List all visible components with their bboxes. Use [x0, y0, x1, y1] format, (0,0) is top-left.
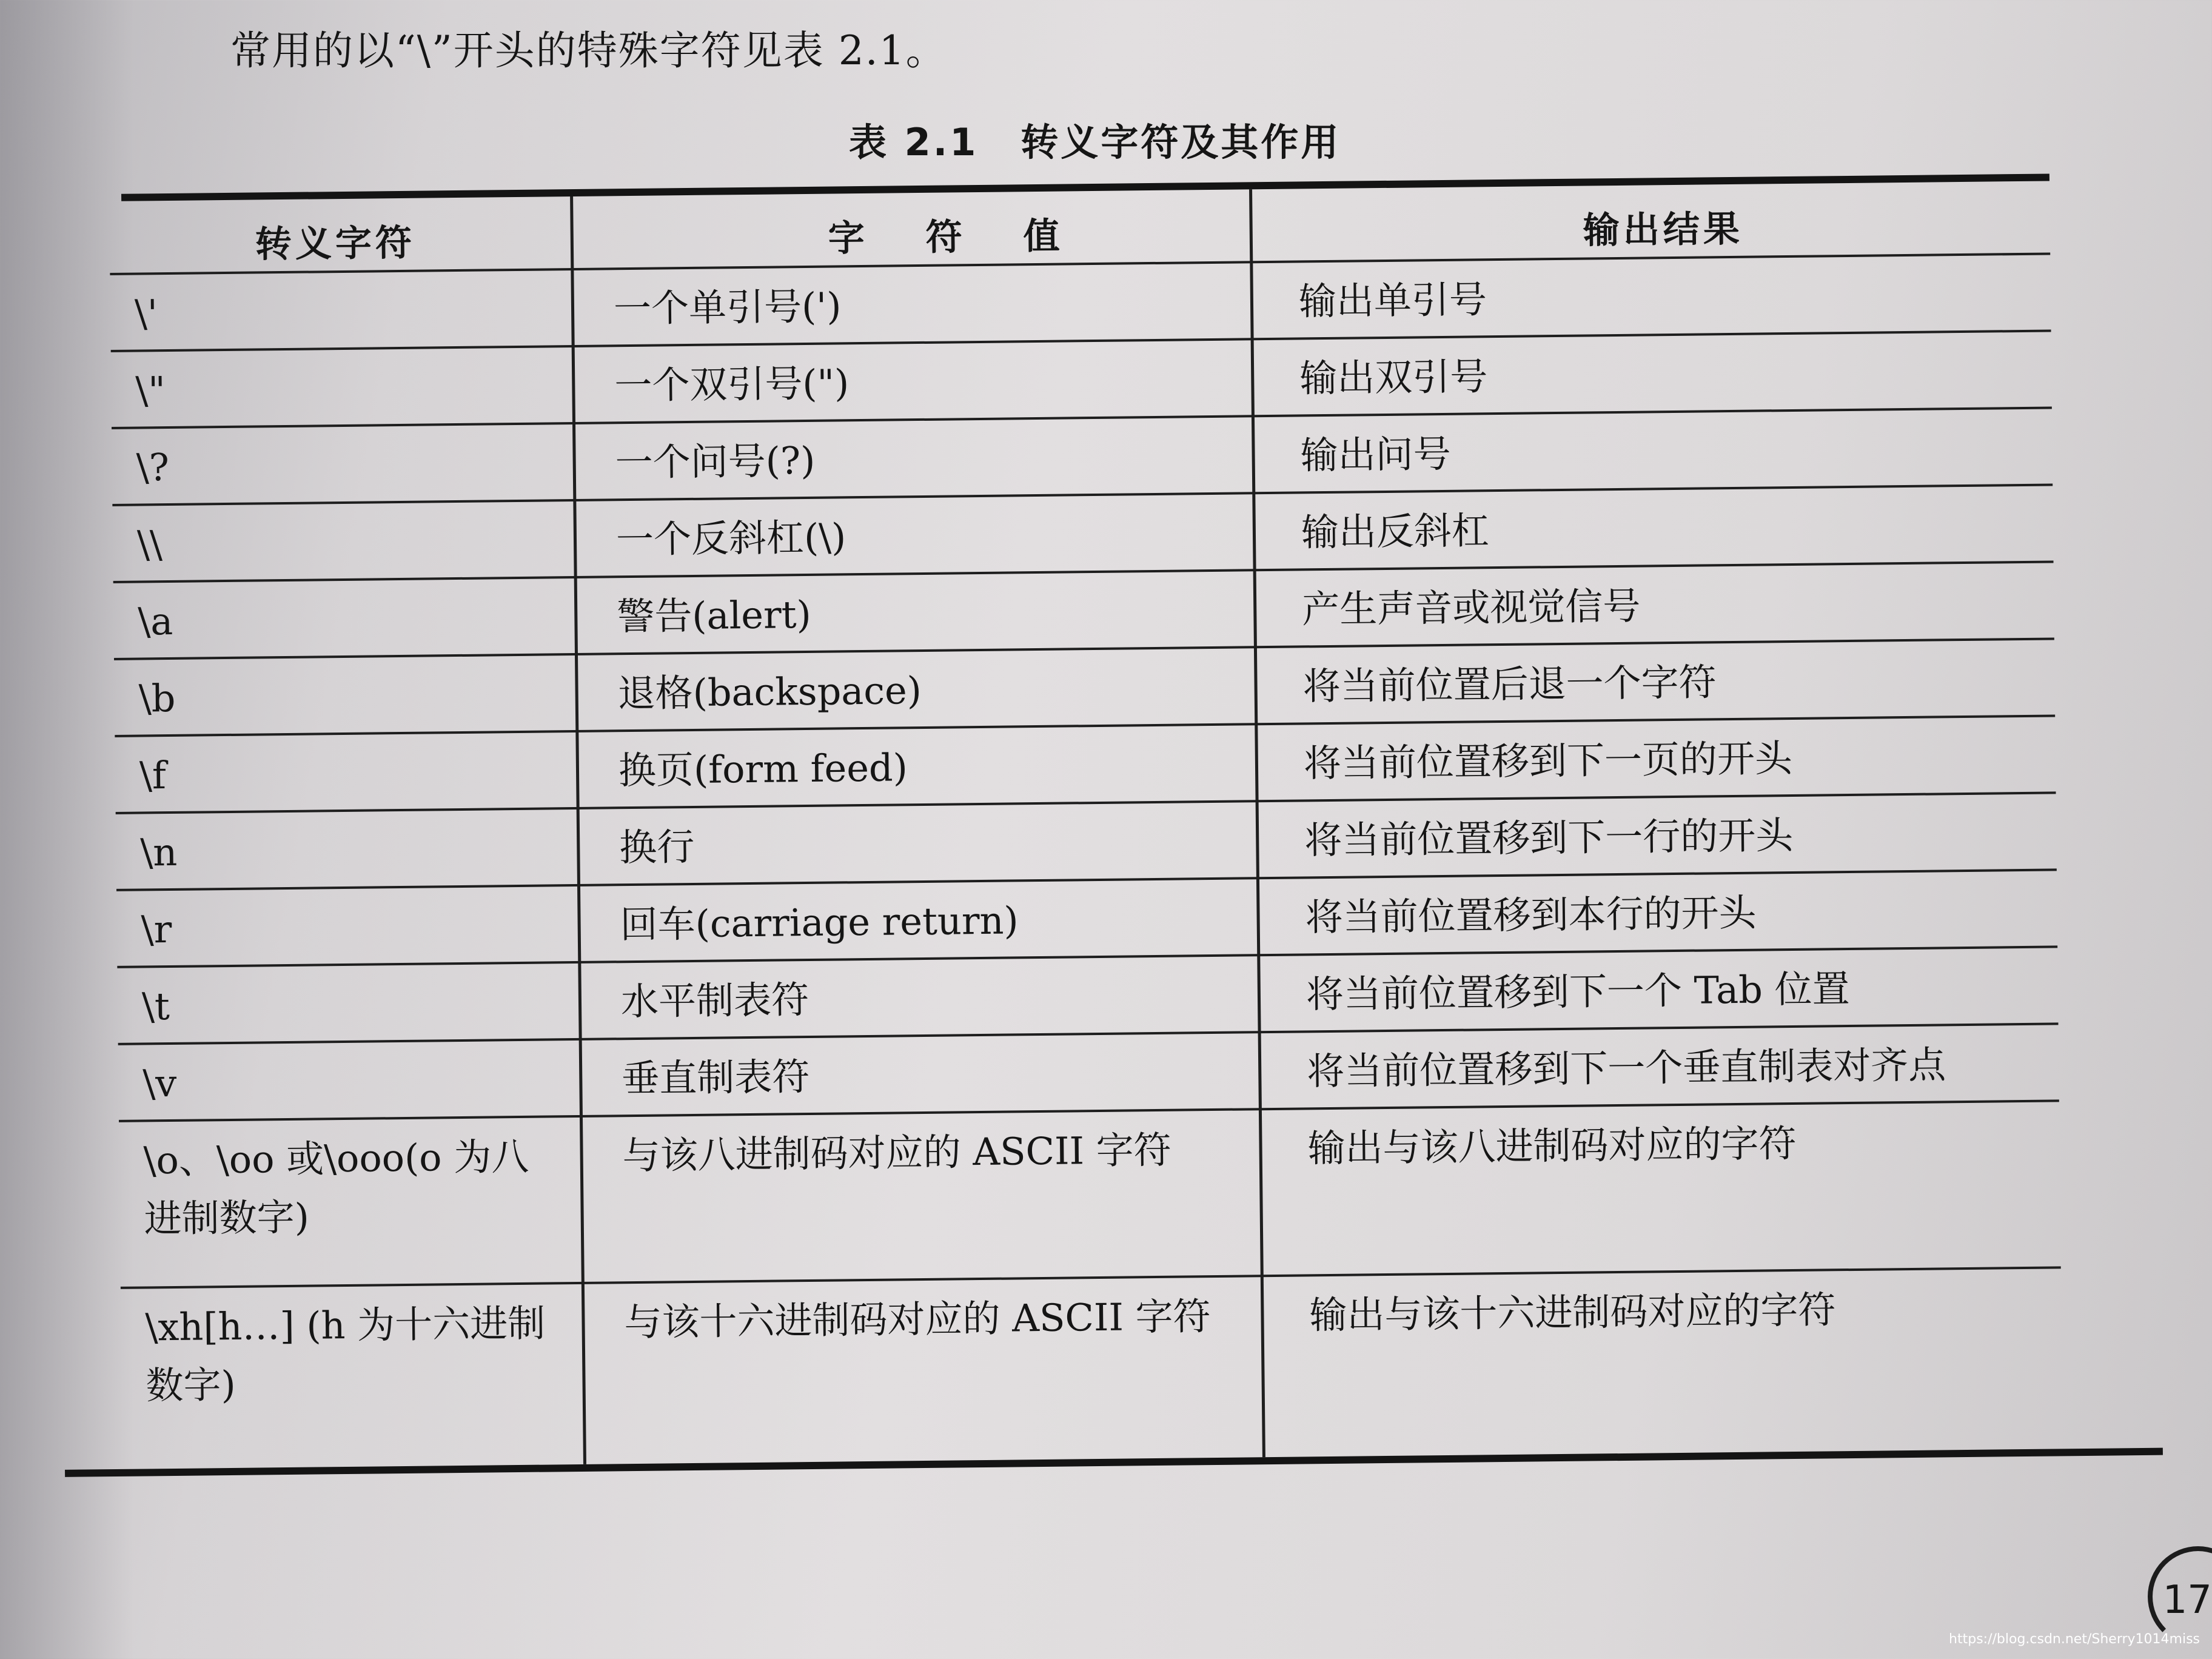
watermark: https://blog.csdn.net/Sherry1014miss: [1949, 1632, 2200, 1647]
cell-escape-char: \n: [139, 830, 178, 875]
table-caption-number: 表 2.1: [849, 120, 979, 164]
cell-char-value: 一个问号(?): [615, 438, 816, 485]
cell-escape-char: \t: [141, 984, 170, 1029]
row-separator: [116, 868, 2057, 891]
cell-escape-char: \\: [136, 522, 163, 567]
cell-escape-char: \xh[h…] (h 为十六进制数字): [145, 1301, 546, 1408]
row-separator: [111, 329, 2051, 352]
cell-escape-char: \b: [138, 675, 176, 721]
cell-output: 将当前位置移到下一页的开头: [1303, 736, 1793, 786]
cell-char-value: 水平制表符: [620, 977, 809, 1024]
cell-char-value: 一个单引号('): [613, 284, 842, 331]
row-separator: [112, 483, 2053, 506]
cell-output: 输出与该十六进制码对应的字符: [1309, 1287, 1836, 1338]
cell-char-value: 警告(alert): [616, 592, 812, 639]
escape-character-table: [109, 173, 2063, 1476]
row-separator: [114, 637, 2054, 660]
cell-escape-char: \o、\oo 或\ooo(o 为八进制数字): [143, 1134, 529, 1241]
cell-output: 将当前位置移到下一个垂直制表对齐点: [1306, 1042, 1946, 1094]
column-divider-2: [1249, 189, 1265, 1457]
cell-output: 输出单引号: [1298, 277, 1487, 324]
header-output: 输出结果: [1583, 207, 1744, 252]
cell-output: 输出与该八进制码对应的字符: [1307, 1121, 1797, 1171]
cell-output: 将当前位置后退一个字符: [1302, 660, 1717, 709]
intro-paragraph: 常用的以“\”开头的特殊字符见表 2.1。: [230, 27, 947, 74]
cell-char-value: 一个双引号("): [614, 361, 850, 408]
header-char-value: 字 符 值: [828, 215, 1084, 260]
cell-char-value: 与该八进制码对应的 ASCII 字符: [622, 1127, 1172, 1178]
cell-escape-char: \r: [141, 907, 172, 952]
table-bottom-rule: [65, 1448, 2163, 1477]
table-top-rule: [121, 173, 2049, 201]
cell-char-value: 垂直制表符: [621, 1054, 810, 1101]
cell-output: 将当前位置移到下一行的开头: [1304, 813, 1794, 863]
cell-escape-char: \?: [136, 444, 170, 490]
cell-escape-char: \a: [138, 598, 173, 644]
cell-output: 输出问号: [1300, 431, 1452, 478]
cell-char-value: 换行: [618, 824, 695, 870]
cell-char-value: 换页(form feed): [618, 745, 908, 793]
cell-escape-char: \": [135, 368, 166, 413]
table-caption: [849, 112, 1341, 166]
cell-output: 将当前位置移到本行的开头: [1305, 890, 1757, 940]
cell-char-value: 退格(backspace): [617, 668, 922, 716]
row-separator: [112, 406, 2052, 429]
cell-char-value: 一个反斜杠(\): [615, 515, 846, 562]
cell-output: 将当前位置移到下一个 Tab 位置: [1305, 967, 1850, 1017]
cell-char-value: 回车(carriage return): [620, 898, 1019, 947]
cell-escape-char: \': [134, 291, 158, 336]
table-caption-title: 转义字符及其作用: [1021, 120, 1341, 164]
cell-escape-char: \v: [142, 1061, 177, 1106]
cell-output: 产生声音或视觉信号: [1301, 583, 1641, 632]
cell-escape-char: \f: [139, 753, 167, 798]
row-separator: [113, 560, 2054, 583]
column-divider-1: [570, 196, 586, 1464]
cell-char-value: 与该十六进制码对应的 ASCII 字符: [624, 1294, 1211, 1345]
cell-output: 输出双引号: [1299, 354, 1488, 401]
header-escape-char: 转义字符: [255, 221, 416, 266]
cell-output: 输出反斜杠: [1301, 508, 1490, 555]
page-number: 17: [2162, 1578, 2212, 1623]
